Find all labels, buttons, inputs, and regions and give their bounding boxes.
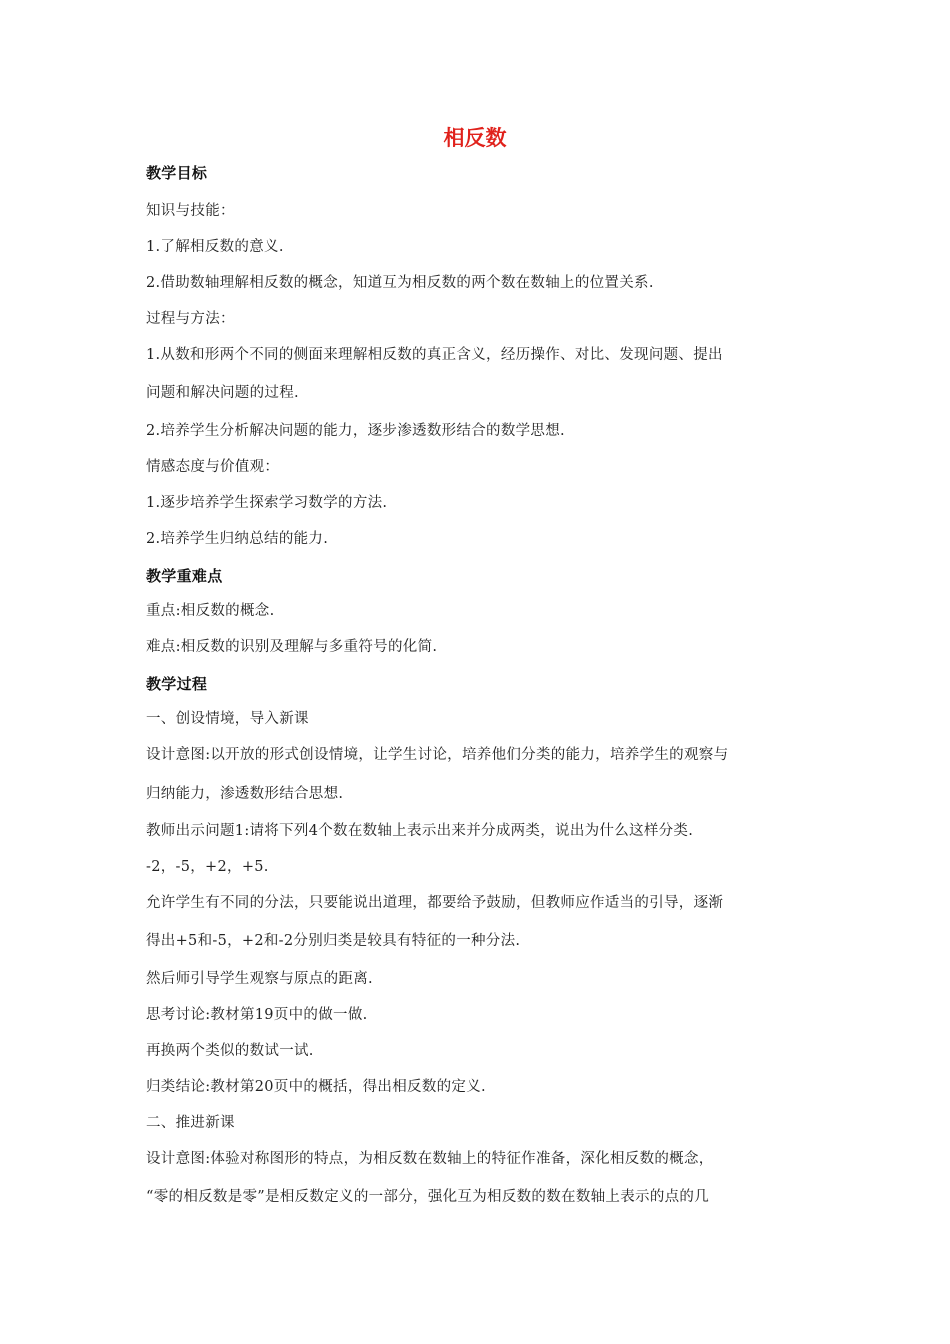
paragraph-line: 情感态度与价值观：	[146, 459, 280, 475]
paragraph-line: 归类结论:教材第20页中的概括，得出相反数的定义.	[146, 1079, 486, 1095]
paragraph-line: 设计意图:以开放的形式创设情境，让学生讨论，培养他们分类的能力，培养学生的观察与	[146, 747, 729, 763]
paragraph-line: 问题和解决问题的过程.	[146, 385, 299, 401]
paragraph-line: 设计意图:体验对称图形的特点，为相反数在数轴上的特征作准备，深化相反数的概念，	[146, 1151, 714, 1167]
heading-teaching-process: 教学过程	[146, 675, 208, 693]
paragraph-line: 知识与技能：	[146, 203, 235, 219]
paragraph-line: 难点:相反数的识别及理解与多重符号的化简.	[146, 639, 438, 655]
paragraph-line: 思考讨论:教材第19页中的做一做.	[146, 1007, 368, 1023]
document-title: 相反数	[443, 126, 507, 150]
heading-teaching-goals: 教学目标	[146, 164, 208, 182]
paragraph-line: 过程与方法：	[146, 311, 235, 327]
paragraph-line: 重点:相反数的概念.	[146, 603, 275, 619]
paragraph-line: -2，-5，+2，+5.	[146, 859, 269, 875]
paragraph-line: 二、推进新课	[146, 1115, 235, 1131]
paragraph-line: 得出+5和-5，+2和-2分别归类是较具有特征的一种分法.	[146, 933, 521, 949]
paragraph-line: 允许学生有不同的分法，只要能说出道理，都要给予鼓励，但教师应作适当的引导，逐渐	[146, 895, 724, 911]
paragraph-line: 教师出示问题1:请将下列4个数在数轴上表示出来并分成两类，说出为什么这样分类.	[146, 823, 694, 839]
paragraph-line: “零的相反数是零”是相反数定义的一部分，强化互为相反数的数在数轴上表示的点的几	[146, 1189, 710, 1205]
paragraph-line: 1.逐步培养学生探索学习数学的方法.	[146, 495, 388, 511]
paragraph-line: 2.培养学生分析解决问题的能力，逐步渗透数形结合的数学思想.	[146, 423, 565, 439]
paragraph-line: 2.借助数轴理解相反数的概念，知道互为相反数的两个数在数轴上的位置关系.	[146, 275, 654, 291]
paragraph-line: 归纳能力，渗透数形结合思想.	[146, 786, 344, 802]
paragraph-line: 2.培养学生归纳总结的能力.	[146, 531, 329, 547]
paragraph-line: 1.从数和形两个不同的侧面来理解相反数的真正含义，经历操作、对比、发现问题、提出	[146, 347, 723, 363]
paragraph-line: 然后师引导学生观察与原点的距离.	[146, 971, 373, 987]
heading-key-points: 教学重难点	[146, 567, 223, 585]
paragraph-line: 一、创设情境，导入新课	[146, 711, 309, 727]
paragraph-line: 1.了解相反数的意义.	[146, 239, 284, 255]
paragraph-line: 再换两个类似的数试一试.	[146, 1043, 314, 1059]
